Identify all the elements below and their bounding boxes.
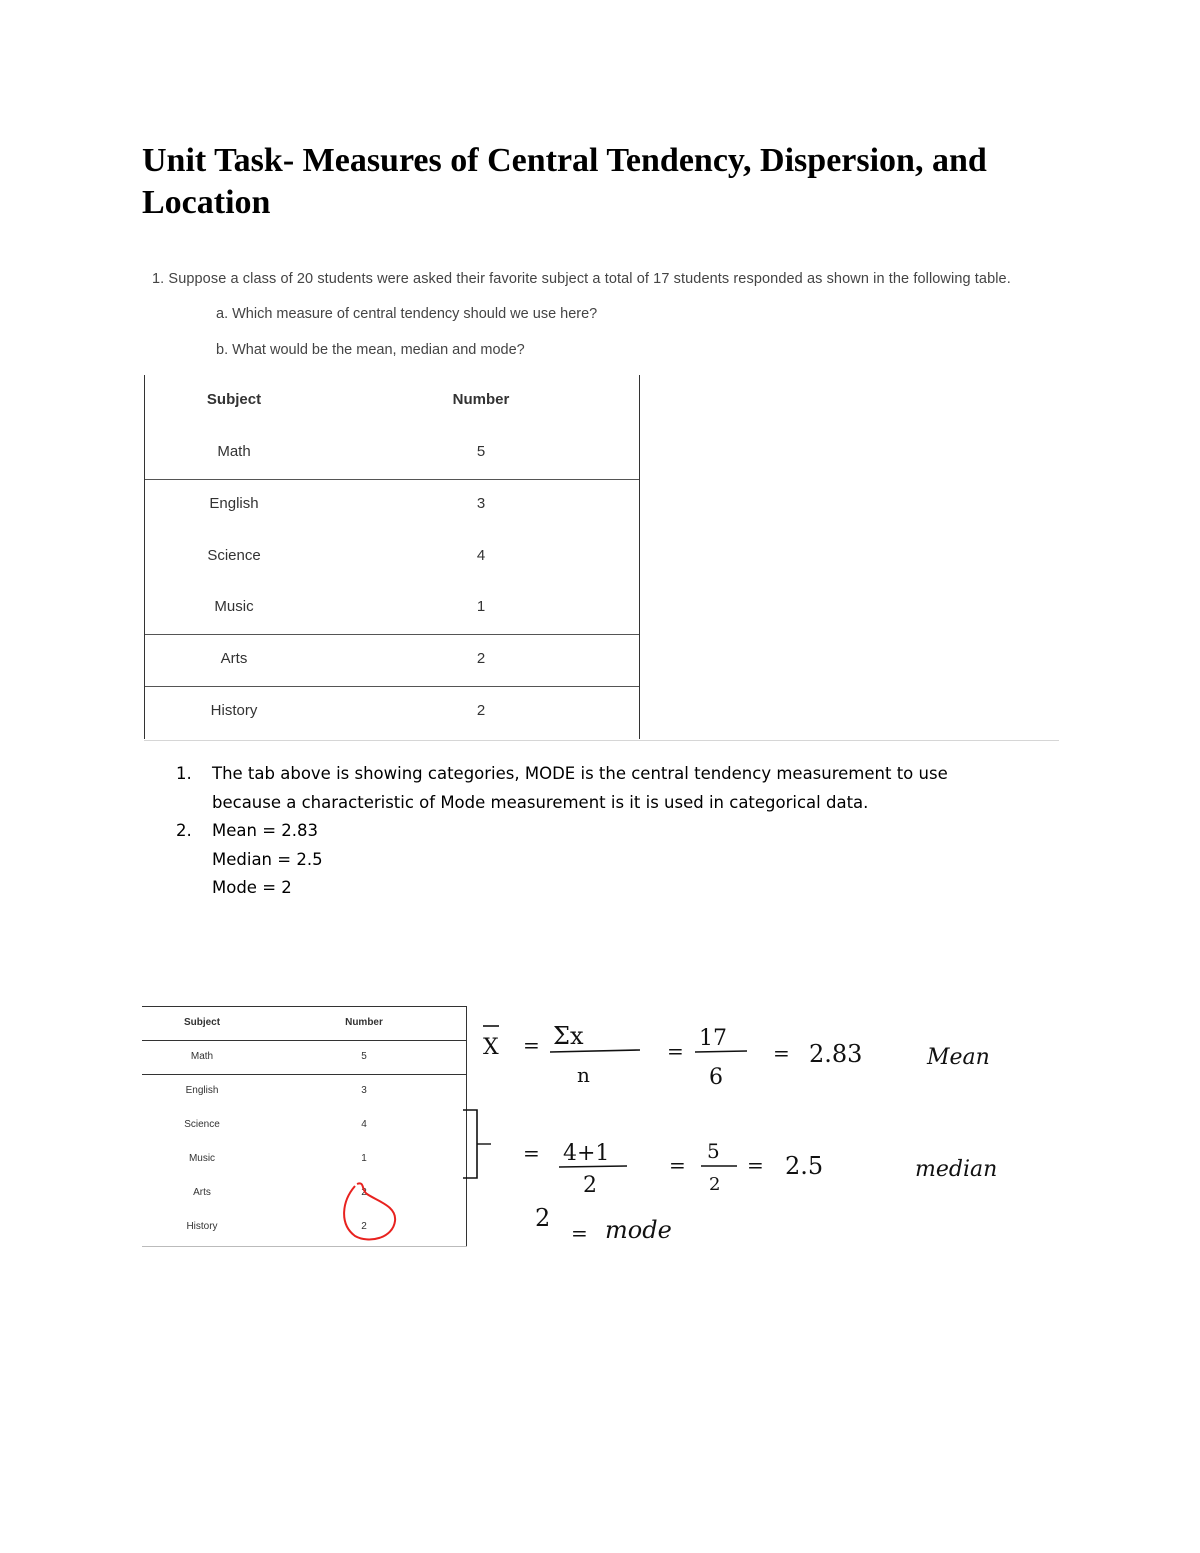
divider	[144, 740, 1059, 741]
table-cell-number: 2	[361, 1221, 367, 1232]
table-cell-number: 2	[476, 650, 486, 667]
xbar-text: X	[483, 1035, 499, 1060]
page-title: Unit Task- Measures of Central Tendency, Dispersion, and Location	[142, 142, 987, 221]
median-value-text: 2.5	[785, 1152, 824, 1180]
table-cell-number: 4	[361, 1119, 367, 1130]
answer-line: Mode = 2	[212, 878, 292, 897]
mean-word-text: Mean	[927, 1045, 990, 1070]
question-part-b: b. What would be the mean, median and mode?	[216, 342, 525, 358]
table-cell-number: 5	[476, 443, 486, 460]
equals-text: =	[571, 1221, 588, 1245]
table-cell-subject: Science	[207, 547, 261, 564]
question-main: 1. Suppose a class of 20 students were asked their favorite subject a total of 17 students responded as shown in the following table.	[152, 271, 1011, 287]
table-cell-subject: Music	[188, 1153, 216, 1164]
denominator-text: 6	[709, 1065, 723, 1090]
mode-word-text: mode	[605, 1216, 672, 1244]
table-header-subject: Subject	[183, 1017, 221, 1028]
equals-text: =	[773, 1041, 790, 1065]
table-cell-subject: Science	[184, 1119, 220, 1130]
equals-text: =	[523, 1141, 540, 1165]
table-cell-number: 3	[361, 1085, 367, 1096]
table-cell-subject: English	[185, 1085, 219, 1096]
table-cell-number: 2	[361, 1187, 367, 1198]
equals-text: =	[747, 1153, 764, 1177]
median-denominator-text: 2	[583, 1173, 597, 1198]
annotated-table	[142, 1006, 468, 1246]
table-cell-subject: Math	[217, 443, 251, 460]
table-cell-number: 5	[361, 1051, 367, 1062]
table-cell-number: 2	[476, 702, 486, 719]
numerator-text: 17	[699, 1026, 727, 1051]
handwritten-calculation	[455, 1000, 1075, 1260]
equals-text: =	[667, 1039, 684, 1063]
answer-list	[176, 760, 1056, 903]
subject-table	[144, 375, 640, 739]
answer-line: The tab above is showing categories, MODE is the central tendency measurement to use	[212, 764, 948, 783]
table-header-subject: Subject	[206, 391, 262, 408]
n-text: n	[577, 1063, 590, 1087]
table-header-number: Number	[345, 1017, 383, 1028]
two-text: 2	[709, 1174, 721, 1195]
answer-number: 2.	[176, 821, 192, 840]
table-cell-number: 1	[361, 1153, 367, 1164]
table-cell-subject: English	[209, 495, 259, 512]
table-cell-subject: Math	[190, 1051, 214, 1062]
table-cell-number: 4	[476, 547, 486, 564]
answer-number: 1.	[176, 764, 192, 783]
table-header-number: Number	[452, 391, 510, 408]
table-cell-subject: History	[210, 702, 258, 719]
answer-line: Mean = 2.83	[212, 821, 319, 840]
sum-x-text: Σx	[553, 1022, 584, 1050]
five-text: 5	[707, 1139, 720, 1163]
mode-value-text: 2	[535, 1204, 551, 1232]
answer-item	[176, 817, 1056, 903]
table-cell-number: 3	[476, 495, 486, 512]
question-part-a: a. Which measure of central tendency should we use here?	[216, 306, 598, 322]
answer-item	[176, 760, 1056, 817]
table-cell-subject: Arts	[193, 1187, 211, 1198]
table-cell-number: 1	[476, 598, 486, 615]
median-word-text: median	[915, 1157, 998, 1182]
table-cell-subject: Music	[214, 598, 254, 615]
equals-text: =	[523, 1033, 540, 1057]
mean-value-text: 2.83	[809, 1040, 863, 1068]
answer-line: because a characteristic of Mode measurement is it is used in categorical data.	[212, 792, 869, 812]
equals-text: =	[669, 1153, 686, 1177]
median-numerator-text: 4+1	[563, 1141, 610, 1166]
mode-circle-annotation	[337, 1176, 407, 1246]
answer-line: Median = 2.5	[212, 849, 323, 869]
table-cell-subject: Arts	[220, 650, 248, 667]
table-cell-subject: History	[186, 1221, 218, 1232]
